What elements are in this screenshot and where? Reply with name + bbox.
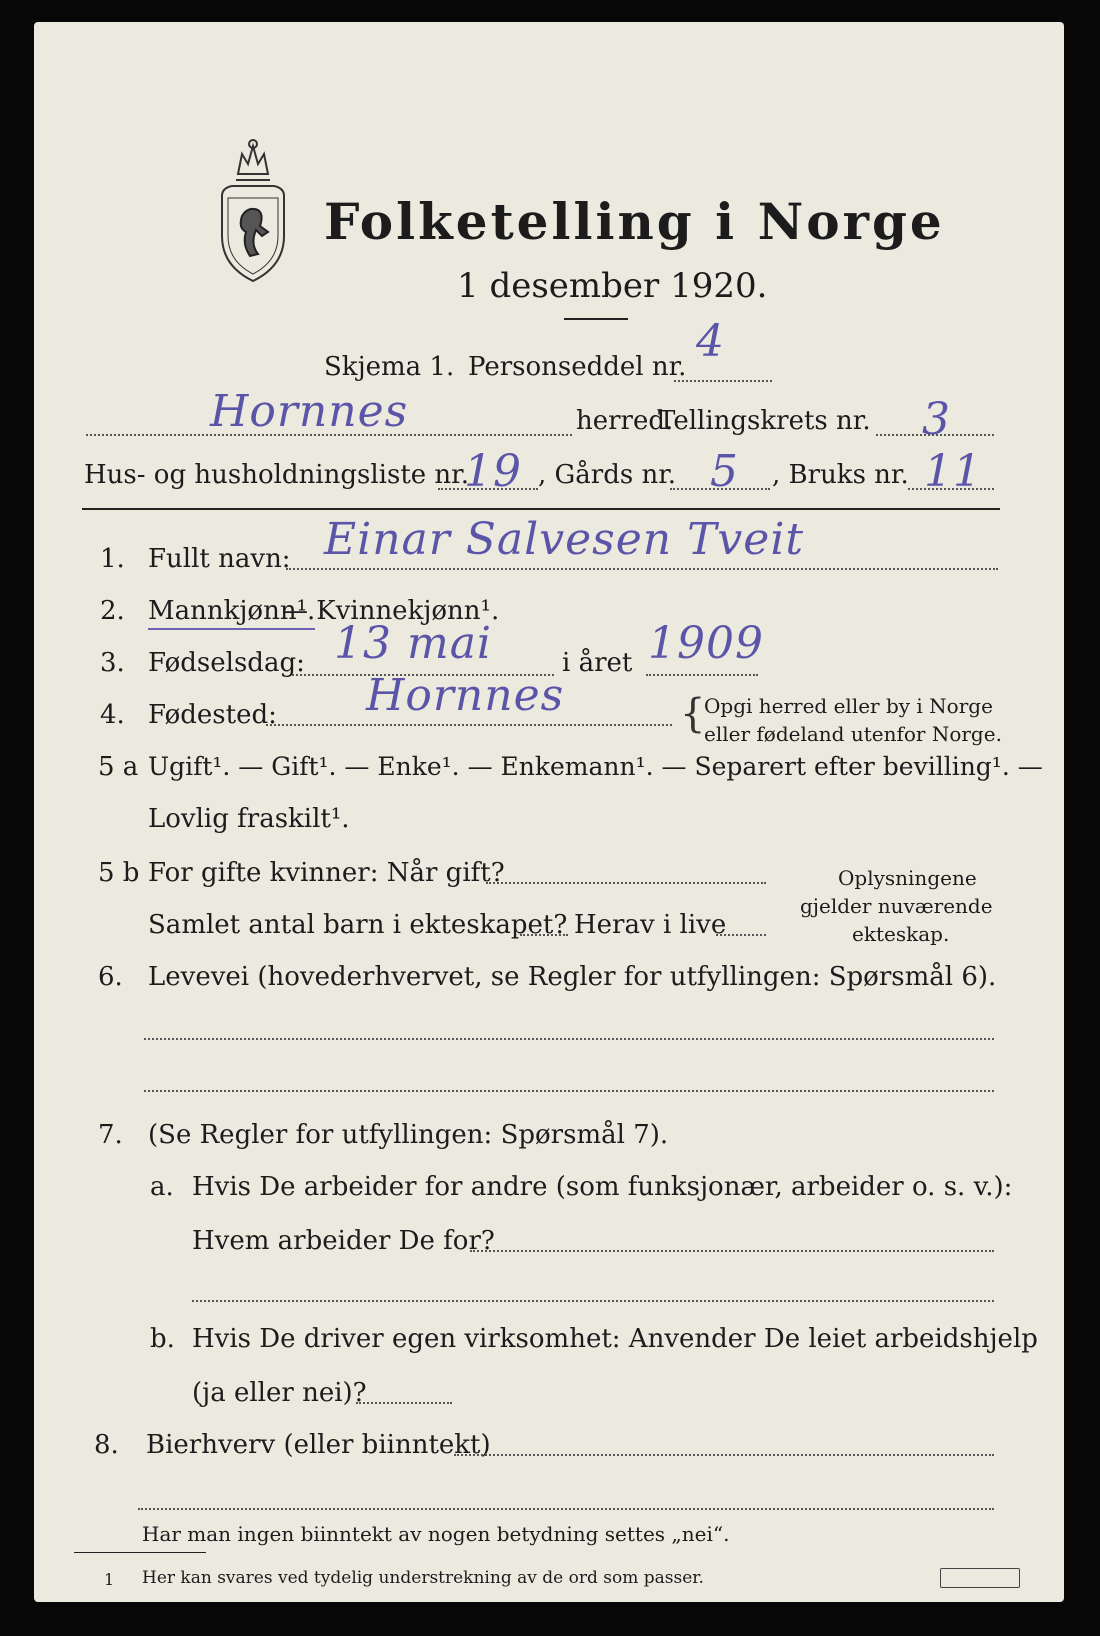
q3-year-line (646, 674, 758, 676)
q5b-alive-label: Herav i live (574, 910, 727, 940)
q8-note: Har man ingen biinntekt av nogen betydning settes „nei“. (142, 1522, 730, 1546)
gards-label: , Gårds nr. (538, 460, 677, 490)
q7a-extra-line (192, 1300, 994, 1302)
q5a-line1: Ugift¹. — Gift¹. — Enke¹. — Enkemann¹. — Separert efter bevilling¹. — (148, 752, 1043, 781)
q6-line2 (144, 1090, 994, 1092)
q5b-line2: Samlet antal barn i ekteskapet? (148, 910, 568, 940)
gards-value[interactable]: 5 (710, 446, 739, 497)
personseddel-label: Personseddel nr. (468, 352, 687, 382)
q6-number: 6. (98, 962, 123, 992)
husholdning-label: Hus- og husholdningsliste nr. (84, 460, 470, 490)
footnote-number: 1 (104, 1570, 115, 1589)
q5b-children-line (520, 934, 568, 936)
q1-number: 1. (100, 544, 125, 574)
q5b-note-line3: ekteskap. (852, 922, 950, 946)
q7a-line1: Hvis De arbeider for andre (som funksjonær, arbeider o. s. v.): (192, 1172, 1013, 1202)
census-form (34, 22, 1064, 1602)
q7-label: (Se Regler for utfyllingen: Spørsmål 7). (148, 1120, 669, 1150)
q7b-line1: Hvis De driver egen virksomhet: Anvender De leiet arbeidshjelp (192, 1324, 1038, 1354)
coat-of-arms-icon (212, 136, 294, 286)
q5b-note-line2: gjelder nuværende (800, 894, 993, 918)
bruks-value[interactable]: 11 (924, 446, 982, 497)
gender-rest-label: — Kvinnekjønn¹. (282, 596, 500, 626)
birthday-value[interactable]: 13 mai (334, 618, 493, 669)
gender-male-option[interactable]: Mannkjønn¹. (148, 596, 315, 630)
skjema-label: Skjema 1. (324, 352, 455, 382)
header-divider (82, 508, 1000, 510)
form-title: Folketelling i Norge (324, 192, 945, 251)
full-name-value[interactable]: Einar Salvesen Tveit (324, 514, 805, 565)
q7a-line2: Hvem arbeider De for? (192, 1226, 495, 1256)
personseddel-value[interactable]: 4 (696, 316, 725, 367)
printer-stamp (940, 1568, 1020, 1588)
q5a-line2: Lovlig fraskilt¹. (148, 804, 350, 834)
q1-line (286, 568, 998, 570)
q5b-alive-line (716, 934, 766, 936)
herred-value[interactable]: Hornnes (210, 386, 409, 437)
q4-note-line1: Opgi herred eller by i Norge (704, 694, 993, 718)
q7b-answer-line (356, 1402, 452, 1404)
q8-label: Bierhverv (eller biinntekt) (146, 1430, 491, 1460)
q4-note-line2: eller fødeland utenfor Norge. (704, 722, 1002, 746)
title-divider (564, 318, 628, 320)
q5b-number: 5 b (98, 858, 140, 888)
q1-label: Fullt navn: (148, 544, 291, 574)
bruks-label: , Bruks nr. (772, 460, 909, 490)
herred-label: herred. (576, 406, 674, 436)
q5b-note-line1: Oplysningene (838, 866, 977, 890)
q7b-line2: (ja eller nei)? (192, 1378, 367, 1408)
q5b-married-line (486, 882, 766, 884)
q4-line (266, 724, 672, 726)
tellingskrets-label: Tellingskrets nr. (658, 406, 871, 436)
q3-number: 3. (100, 648, 125, 678)
census-date: 1 desember 1920. (457, 266, 768, 306)
q3-label: Fødselsdag: (148, 648, 305, 678)
tellingskrets-value[interactable]: 3 (922, 394, 951, 445)
q5b-line1: For gifte kvinner: Når gift? (148, 858, 505, 888)
footnote-divider (74, 1552, 206, 1553)
q5a-number: 5 a (98, 752, 139, 782)
q8-number: 8. (94, 1430, 119, 1460)
q4-brace: { (680, 691, 706, 737)
q7b-letter: b. (150, 1324, 175, 1354)
q7a-employer-line (470, 1250, 994, 1252)
q2-number: 2. (100, 596, 125, 626)
q4-label: Fødested: (148, 700, 277, 730)
q3-year-label: i året (562, 648, 633, 678)
birth-year-value[interactable]: 1909 (648, 618, 764, 669)
q8-line2 (138, 1508, 994, 1510)
footnote-text: Her kan svares ved tydelig understrekning av de ord som passer. (142, 1568, 704, 1588)
q8-line1 (454, 1454, 994, 1456)
q6-line1 (144, 1038, 994, 1040)
q4-number: 4. (100, 700, 125, 730)
birthplace-value[interactable]: Hornnes (366, 670, 565, 721)
q7-number: 7. (98, 1120, 123, 1150)
husholdning-value[interactable]: 19 (464, 446, 522, 497)
q7a-letter: a. (150, 1172, 174, 1202)
personseddel-line (674, 380, 772, 382)
q6-label: Levevei (hovederhvervet, se Regler for utfyllingen: Spørsmål 6). (148, 962, 997, 992)
